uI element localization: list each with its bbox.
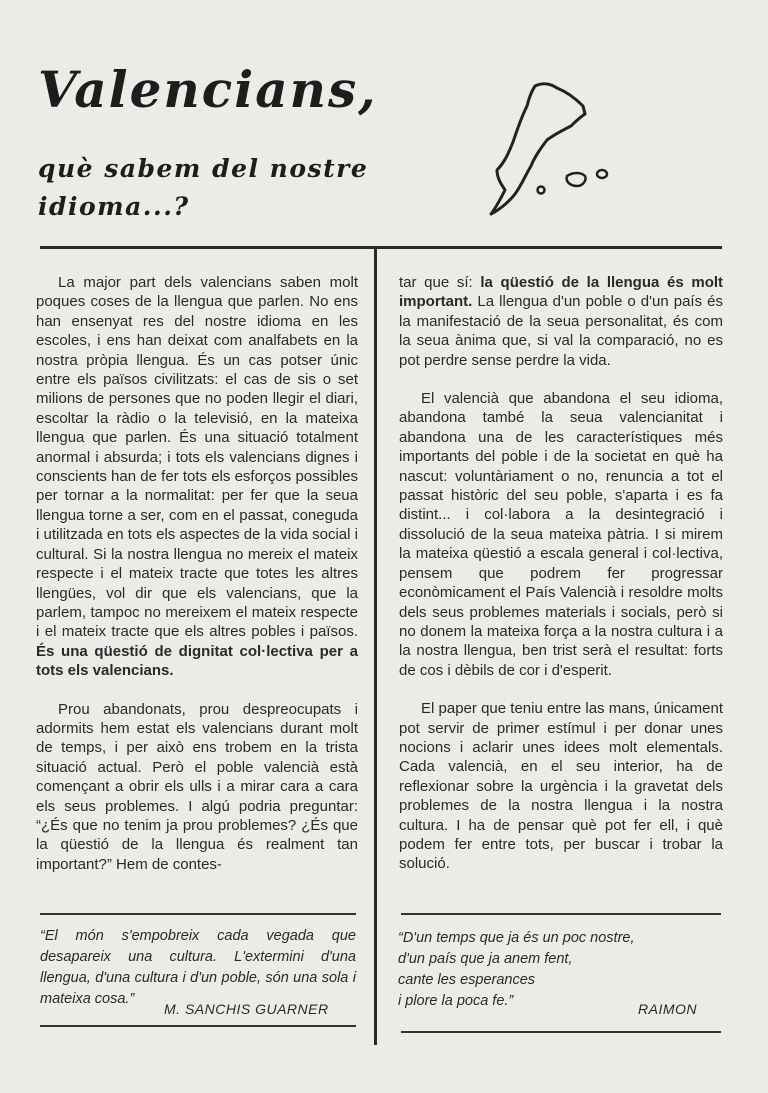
right-paragraph-2: El valencià que abandona el seu idioma, abandona també la seua valencianitat i abandona una de les característiques més importants del poble i de la societat en què ha nascut: voluntàriament o no, renuncia a tot el passat històric del seu poble, s'aparta i es fa distint... i col·labora a la desintegració i dissolució de la seua mateixa pàtria. I si mirem la mateixa qüestió a escala general i col·lectiva, pensem que podrem fer progressar econòmicament el País Valencià i resoldre molts dels seus problemes materials i socials, però si no donem la mateixa força a la nostra cultura i a la nostra llengua, ben trist serà el resultat: forts de cos i dèbils de cor i d'esperit.: [399, 390, 723, 679]
quote-left-author: M. SANCHIS GUARNER: [164, 1001, 329, 1017]
quote-line: cante les esperances: [398, 972, 536, 988]
right-column: [399, 273, 723, 893]
catalan-countries-map-icon: [475, 72, 625, 222]
quote-rule-top-right: [401, 913, 721, 915]
emphasis-text: És una qüestió de dignitat col·lectiva per a tots els valencians.: [36, 642, 358, 680]
right-paragraph-3: El paper que teniu entre las mans, únicament pot servir de primer estímul i per donar unes nocions i aclarir unes idees molt elementals. Cada valencià, en el seu interior, ha de reflexionar sobre la urgència i la gravetat dels problemes de la nostra llengua i la nostra cultura. I ha de pensar què pot fer ell, i què podem fer entre tots, per buscar i trobar la solució.: [399, 700, 723, 873]
quote-right: [398, 928, 722, 1012]
left-paragraph-2: Prou abandonats, prou despreocupats i adormits hem estat els valencians durant molt de temps, i per això ens trobem en la trista situació actual. Però el poble valencià està començant a obrir els ulls i a mirar cara a cara els seus problemes. I algú podria preguntar: “¿És que no tenim ja prou problemes? ¿És que la qüestió de la llengua és realment tan important?” Hem de contes-: [36, 700, 358, 873]
quote-line: “D'un temps que ja és un poc nostre,: [398, 930, 635, 946]
quote-right-author: RAIMON: [638, 1001, 697, 1017]
header-divider: [40, 246, 722, 249]
island-menorca: [597, 170, 607, 178]
quote-rule-top-left: [40, 913, 356, 915]
island-mallorca: [567, 173, 586, 186]
quote-line: d'un país que ja anem fent,: [398, 951, 573, 967]
page-subtitle: què sabem del nostre idioma...?: [38, 154, 369, 221]
left-column: [36, 273, 358, 893]
island-eivissa: [538, 187, 545, 194]
right-paragraph-1: tar que sí: la qüestió de la llengua és molt important. La llengua d'un poble o d'un país és la manifestació de la seua personalitat, és com la seua ànima que, si val la comparació, no es pot perdre sense perdre la vida.: [399, 274, 724, 369]
quote-rule-bottom-left: [40, 1025, 356, 1027]
emphasis-text: la qüestió de la llengua és molt important.: [399, 274, 724, 311]
quote-rule-bottom-right: [401, 1031, 721, 1033]
page-title: Valencians,: [38, 60, 378, 119]
left-paragraph-1: La major part dels valencians saben molt poques coses de la llengua que parlen. No ens han ensenyat res del nostre idioma en les escoles, i ens han deixat com analfabets en la nostra pròpia llengua. És un cas potser únic entre els països civilitzats: el cas de sis o set milions de persones que no poden llegir el diari, escoltar la ràdio o la televisió, en la mateixa llengua que parlen. És una situació totalment anormal i absurda; i tots els valencians dignes i conscients han de fer tots els esforços possibles per tornar a la normalitat: per fer que la seua llengua torne a ser, com en el passat, coneguda i utilitzada en tots els aspectes de la vida social i cultural. Si la nostra llengua no mereix el mateix respecte i el mateix tracte que totes les altres llengües, vol dir que els valencians, que la parlem, tampoc no mereixem el mateix respecte i el mateix tracte que els altres pobles i països. És una qüestió de dignitat col·lectiva per a tots els valencians.: [36, 274, 358, 680]
mainland-outline: [491, 84, 585, 214]
column-divider: [374, 247, 377, 1045]
quote-line: i plore la poca fe.”: [398, 993, 514, 1009]
quote-left: “El món s'empobreix cada vegada que desapareix una cultura. L'extermini d'una llengua, d'una cultura i d'un poble, són una sola i mateixa cosa.”: [40, 928, 356, 1007]
